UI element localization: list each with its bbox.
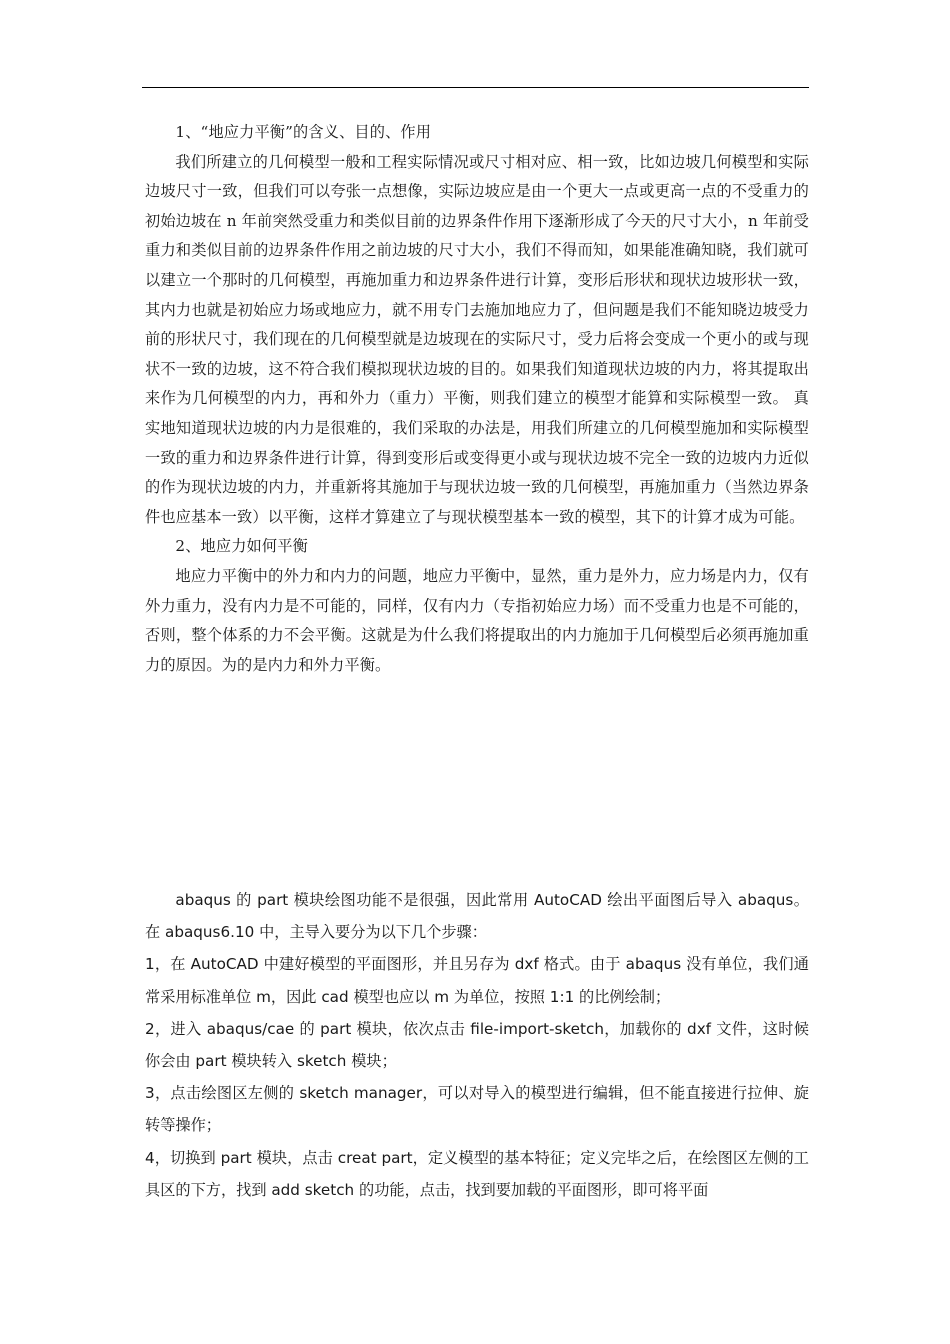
abaqus-step-3: 3，点击绘图区左侧的 sketch manager，可以对导入的模型进行编辑，但不能直接进行拉伸、旋转等操作； (145, 1084, 809, 1135)
section1-paragraph: 我们所建立的几何模型一般和工程实际情况或尺寸相对应、相一致，比如边坡几何模型和实际边坡尺寸一致，但我们可以夸张一点想像，实际边坡应是由一个更大一点或更高一点的不受重力的初始边坡在 n 年前突然受重力和类似目前的边界条件作用下逐渐形成了今天的尺寸大小，n 年前受重力和类似目前的边界条件作用之前边坡的尺寸大小，我们不得而知，如果能准确知晓，我们就可以建立一个那时的几何模型，再施加重力和边界条件进行计算，变形后形状和现状边坡形状一致，其内力也就是初始应力场或地应力，就不用专门去施加地应力了，但问题是我们不能知晓边坡受力前的形状尺寸，我们现在的几何模型就是边坡现在的实际尺寸，受力后将会变成一个更小的或与现状不一致的边坡，这不符合我们模拟现状边坡的目的。如果我们知道现状边坡的内力，将其提取出来作为几何模型的内力，再和外力（重力）平衡，则我们建立的模型才能算和实际模型一致。 真实地知道现状边坡的内力是很难的，我们采取的办法是，用我们所建立的几何模型施加和实际模型一致的重力和边界条件进行计算，得到变形后或变得更小或与现状边坡不完全一致的边坡内力近似的作为现状边坡的内力，并重新将其施加于与现状边坡一致的几何模型，再施加重力（当然边界条件也应基本一致）以平衡，这样才算建立了与现状模型基本一致的模型，其下的计算才成为可能。 (145, 152, 809, 526)
abaqus-step-1: 1，在 AutoCAD 中建好模型的平面图形，并且另存为 dxf 格式。由于 abaqus 没有单位，我们通常采用标准单位 m，因此 cad 模型也应以 m 为单位，按照 1:1 的比例绘制； (145, 955, 809, 1006)
section2-heading: 2、地应力如何平衡 (175, 537, 308, 556)
abaqus-step-2: 2，进入 abaqus/cae 的 part 模块，依次点击 file-import-sketch，加载你的 dxf 文件，这时候你会由 part 模块转入 sketch 模块； (145, 1019, 809, 1071)
header-rule (142, 87, 809, 88)
section1-heading: 1、“地应力平衡”的含义、目的、作用 (175, 123, 432, 141)
section2-paragraph: 地应力平衡中的外力和内力的问题，地应力平衡中，显然，重力是外力，应力场是内力，仅有外力重力，没有内力是不可能的，同样，仅有内力（专指初始应力场）而不受重力也是不可能的，否则，整个体系的力不会平衡。这就是为什么我们将提取出的内力施加于几何模型后必须再施加重力的原因。为的是内力和外力平衡。 (145, 566, 809, 674)
abaqus-intro-paragraph: abaqus 的 part 模块绘图功能不是很强，因此常用 AutoCAD 绘出平面图后导入 abaqus。在 abaqus6.10 中，主导入要分为以下几个步骤： (145, 891, 809, 942)
geostress-section (145, 118, 809, 680)
abaqus-step-4: 4，切换到 part 模块，点击 creat part，定义模型的基本特征；定义完毕之后，在绘图区左侧的工具区的下方，找到 add sketch 的功能，点击，找到要加载的平面图形，即可将平面 (145, 1148, 809, 1199)
abaqus-import-section (145, 884, 809, 1206)
